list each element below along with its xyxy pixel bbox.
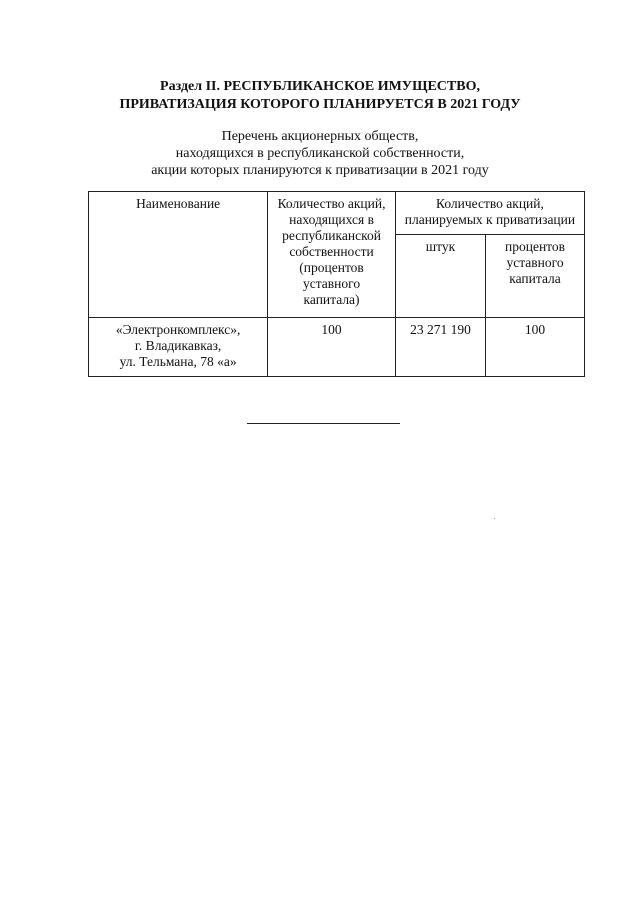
header-owned-line: капитала) bbox=[303, 292, 360, 307]
privatization-table bbox=[88, 191, 585, 377]
header-planned-line: Количество акций, bbox=[435, 196, 544, 211]
table-header-row bbox=[89, 192, 585, 235]
planned-units-value: 23 271 190 bbox=[410, 322, 471, 337]
header-planned-units-cell bbox=[395, 235, 485, 318]
header-planned-line: планируемых к приватизации bbox=[404, 212, 576, 227]
end-divider-line bbox=[247, 423, 400, 424]
planned-percent-cell bbox=[486, 318, 585, 377]
owned-percent-cell bbox=[268, 318, 396, 377]
header-owned-line: Количество акций, bbox=[277, 196, 386, 211]
section-heading-line-1: Раздел II. РЕСПУБЛИКАНСКОЕ ИМУЩЕСТВО, bbox=[160, 79, 480, 94]
header-planned-percent-line: капитала bbox=[509, 271, 561, 286]
header-owned-line: уставного bbox=[302, 276, 361, 291]
header-planned-units: штук bbox=[425, 239, 456, 254]
header-planned-cell bbox=[395, 192, 584, 235]
table-row bbox=[89, 318, 585, 377]
list-subheading-line-2: находящихся в республиканской собственности, bbox=[175, 146, 465, 161]
header-name: Наименование bbox=[136, 196, 221, 211]
header-owned-line: республиканской bbox=[282, 228, 381, 243]
planned-percent-value: 100 bbox=[524, 322, 546, 337]
owned-percent-value: 100 bbox=[321, 322, 342, 337]
header-owned-line: находящихся в bbox=[289, 212, 374, 227]
company-name-line: «Электронкомплекс», bbox=[115, 322, 241, 337]
list-subheading-line-1: Перечень акционерных обществ, bbox=[221, 129, 419, 144]
planned-units-cell bbox=[395, 318, 485, 377]
company-name-line: ул. Тельмана, 78 «а» bbox=[119, 354, 237, 369]
header-planned-percent-cell bbox=[486, 235, 585, 318]
header-owned-line: собственности bbox=[289, 244, 374, 259]
section-heading-line-2: ПРИВАТИЗАЦИЯ КОТОРОГО ПЛАНИРУЕТСЯ В 2021 ГОДУ bbox=[119, 97, 521, 112]
list-subheading-line-3: акции которых планируются к приватизации в 2021 году bbox=[151, 163, 489, 178]
header-planned-percent-line: процентов bbox=[505, 239, 566, 254]
header-name-cell bbox=[89, 192, 268, 318]
header-owned-cell bbox=[268, 192, 396, 318]
header-owned-line: (процентов bbox=[299, 260, 364, 275]
company-name-cell bbox=[89, 318, 268, 377]
scan-speck bbox=[494, 518, 495, 519]
header-planned-percent-line: уставного bbox=[506, 255, 564, 270]
company-name-line: г. Владикавказ, bbox=[134, 338, 222, 353]
